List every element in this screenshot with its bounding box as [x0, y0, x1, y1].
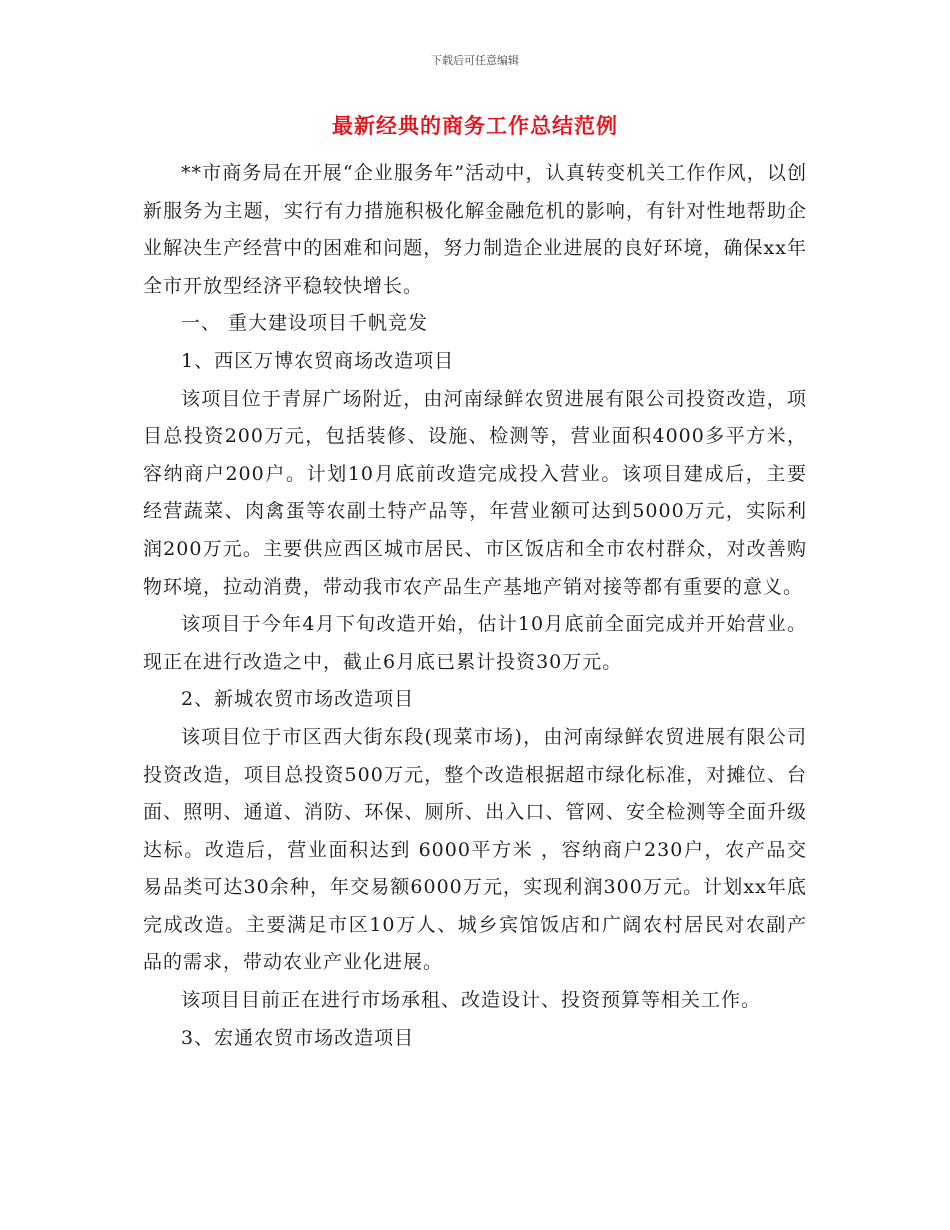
paragraph-project-2-status: 该项目目前正在进行市场承租、改造设计、投资预算等相关工作。 [181, 989, 762, 1012]
paragraph-project-1-status: 该项目于今年4月下旬改造开始，估计10月底前全面完成并开始营业。现正在进行改造之中，截止6月底已累计投资30万元。 [143, 613, 807, 673]
paragraph-project-2-desc: 该项目位于市区西大街东段(现菜市场)，由河南绿鲜农贸进展有限公司投资改造，项目总投资500万元，整个改造根据超市绿化标准，对摊位、台面、照明、通道、消防、环保、厕所、出入口、管网、安全检测等全面升级达标。改造后，营业面积达到 6000平方米 ，容纳商户230户，农产品交易品类可达30余种，年交易额6000万元，实现利润300万元。计划xx年底完成改造。主要满足市区10万人、城乡宾馆饭店和广阔农村居民对农副产品的需求，带动农业产业化进展。 [143, 725, 807, 974]
document-title: 最新经典的商务工作总结范例 [332, 114, 618, 138]
paragraph-project-1-desc: 该项目位于青屏广场附近，由河南绿鲜农贸进展有限公司投资改造，项目总投资200万元，包括装修、设施、检测等，营业面积4000多平方米，容纳商户200户。计划10月底前改造完成投入营业。该项目建成后，主要经营蔬菜、肉禽蛋等农副土特产品等，年营业额可达到5000万元，实际利润200万元。主要供应西区城市居民、市区饭店和全市农村群众，对改善购物环境，拉动消费，带动我市农产品生产基地产销对接等都有重要的意义。 [143, 387, 807, 598]
paragraph-intro: **市商务局在开展“企业服务年”活动中，认真转变机关工作作风，以创新服务为主题，实行有力措施积极化解金融危机的影响，有针对性地帮助企业解决生产经营中的困难和问题，努力制造企业进展的良好环境，确保xx年全市开放型经济平稳较快增长。 [143, 162, 807, 297]
subheading-project-2: 2、新城农贸市场改造项目 [181, 688, 415, 711]
document-body [143, 155, 807, 1057]
page-header: 下载后可任意编辑 [431, 54, 519, 67]
subheading-project-3: 3、宏通农贸市场改造项目 [181, 1026, 415, 1049]
subheading-project-1: 1、西区万博农贸商场改造项目 [181, 349, 455, 372]
section-heading-1: 一、 重大建设项目千帆竞发 [181, 312, 429, 335]
